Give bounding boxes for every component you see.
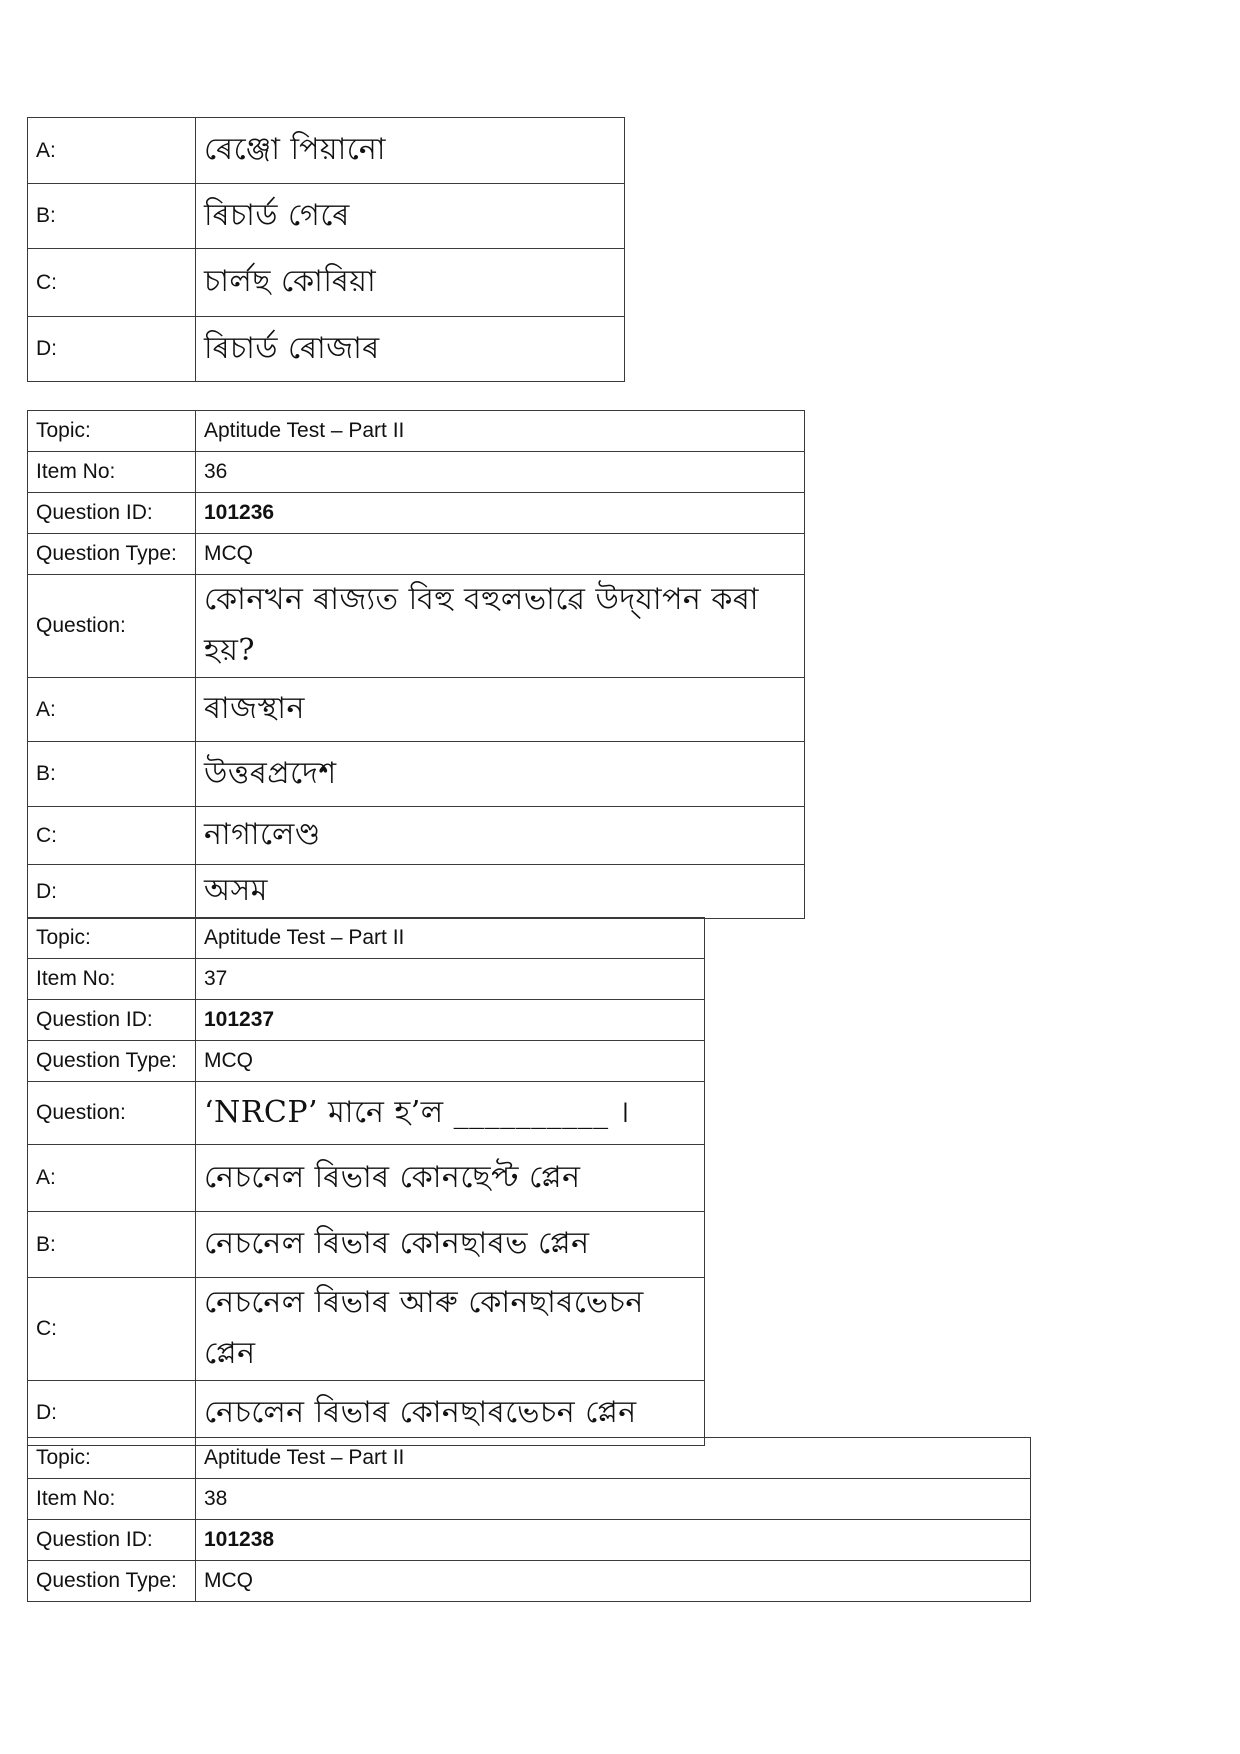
option-d-label: D:: [28, 317, 196, 382]
question-type-label: Question Type:: [28, 1041, 196, 1082]
item-no-value: 38: [196, 1479, 1031, 1520]
option-b-text: নেচনেল ৰিভাৰ কোনছাৰভ প্লেন: [196, 1212, 705, 1278]
question-id-value: 101236: [204, 501, 275, 524]
question-id-label: Question ID:: [28, 1000, 196, 1041]
option-c-text: নাগালেণ্ড: [196, 807, 805, 865]
option-c-label: C:: [28, 249, 196, 317]
item-no-value: 37: [196, 959, 705, 1000]
question-label: Question:: [28, 575, 196, 678]
option-b-label: B:: [28, 742, 196, 807]
question-id-label: Question ID:: [28, 493, 196, 534]
option-a-label: A:: [28, 1145, 196, 1212]
option-b-text: উত্তৰপ্ৰদেশ: [196, 742, 805, 807]
item-no-label: Item No:: [28, 959, 196, 1000]
question-table-38: [27, 1437, 1031, 1602]
topic-label: Topic:: [28, 1438, 196, 1479]
option-b-label: B:: [28, 1212, 196, 1278]
option-c-text: নেচনেল ৰিভাৰ আৰু কোনছাৰভেচন প্লেন: [196, 1278, 705, 1381]
option-c-label: C:: [28, 1278, 196, 1381]
question-text: ‘NRCP’ মানে হ’ল __________ ।: [196, 1082, 705, 1145]
topic-value: Aptitude Test – Part II: [196, 411, 805, 452]
item-no-value: 36: [196, 452, 805, 493]
question-type-value: MCQ: [196, 534, 805, 575]
item-no-label: Item No:: [28, 452, 196, 493]
option-d-text: অসম: [196, 865, 805, 919]
option-a-label: A:: [28, 678, 196, 742]
option-a-text: ৰাজস্থান: [196, 678, 805, 742]
item-no-label: Item No:: [28, 1479, 196, 1520]
question-id-value: 101237: [204, 1008, 275, 1031]
topic-label: Topic:: [28, 918, 196, 959]
question-type-label: Question Type:: [28, 1561, 196, 1602]
question-id-label: Question ID:: [28, 1520, 196, 1561]
question-type-value: MCQ: [196, 1041, 705, 1082]
question-type-value: MCQ: [196, 1561, 1031, 1602]
option-d-text: ৰিচাৰ্ড ৰোজাৰ: [196, 317, 625, 382]
option-b-label: B:: [28, 184, 196, 249]
question-table-35-options: [27, 117, 625, 382]
question-id-value: 101238: [204, 1528, 275, 1551]
option-a-text: ৰেঞ্জো পিয়ানো: [196, 118, 625, 184]
question-text: কোনখন ৰাজ্যত বিহু বহুলভাৱে উদ্‌যাপন কৰা হয়?: [196, 575, 805, 678]
question-label: Question:: [28, 1082, 196, 1145]
question-table-37: [27, 917, 705, 1446]
topic-value: Aptitude Test – Part II: [196, 1438, 1031, 1479]
option-a-text: নেচনেল ৰিভাৰ কোনছেপ্ট প্লেন: [196, 1145, 705, 1212]
option-d-label: D:: [28, 1381, 196, 1446]
topic-label: Topic:: [28, 411, 196, 452]
topic-value: Aptitude Test – Part II: [196, 918, 705, 959]
option-a-label: A:: [28, 118, 196, 184]
question-type-label: Question Type:: [28, 534, 196, 575]
question-table-36: [27, 410, 805, 919]
option-d-label: D:: [28, 865, 196, 919]
option-c-text: চাৰ্লছ কোৰিয়া: [196, 249, 625, 317]
option-b-text: ৰিচাৰ্ড গেৰে: [196, 184, 625, 249]
option-c-label: C:: [28, 807, 196, 865]
option-d-text: নেচলেন ৰিভাৰ কোনছাৰভেচন প্লেন: [196, 1381, 705, 1446]
